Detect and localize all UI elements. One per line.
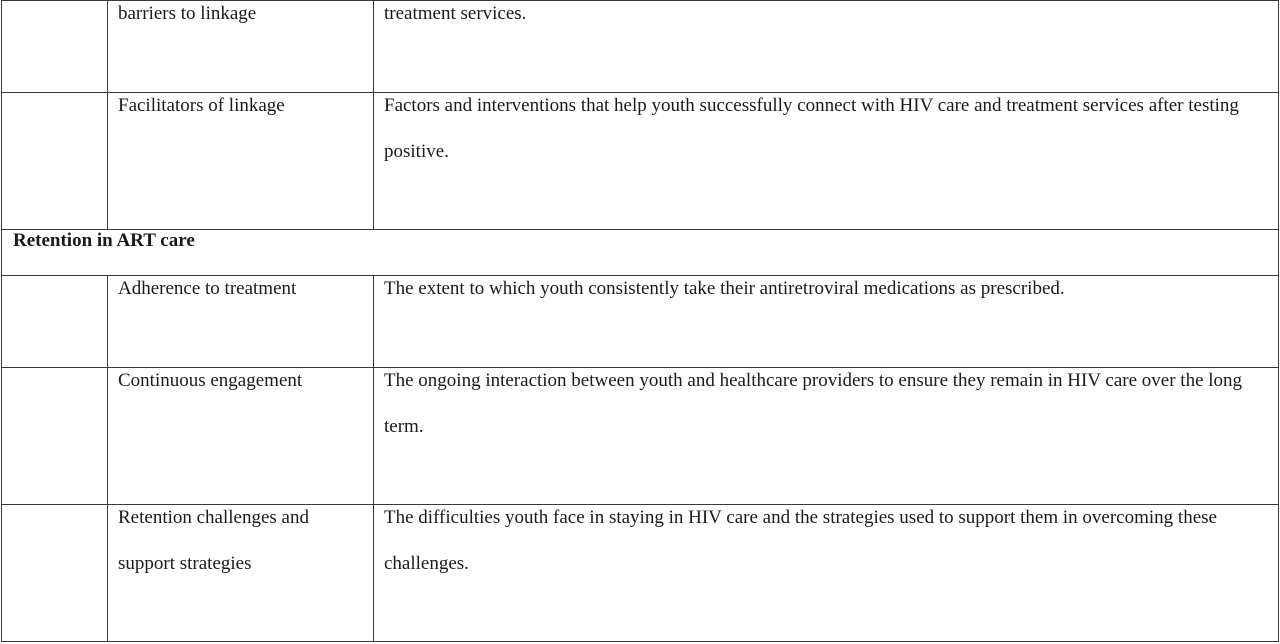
theme-cell <box>2 276 108 368</box>
code-cell <box>108 276 374 368</box>
definition-text: The extent to which youth consistently take their antiretroviral medications as prescribed. <box>384 278 1065 299</box>
code-cell <box>108 1 374 93</box>
definition-cell <box>374 505 1279 642</box>
table-row <box>2 276 1279 368</box>
definition-text: treatment services. <box>384 3 527 24</box>
code-label: Facilitators of linkage <box>118 95 285 116</box>
theme-cell <box>2 505 108 642</box>
code-label: barriers to linkage <box>118 3 257 24</box>
table-row <box>2 368 1279 505</box>
theme-cell <box>2 368 108 505</box>
definition-text: Factors and interventions that help youth successfully connect with HIV care and treatment services after testing positive. <box>384 95 1239 162</box>
definition-text: The difficulties youth face in staying in HIV care and the strategies used to support them in overcoming these challenges. <box>384 507 1217 574</box>
codebook-table <box>1 0 1279 642</box>
theme-cell <box>2 93 108 230</box>
table-row <box>2 505 1279 642</box>
definition-cell <box>374 368 1279 505</box>
code-cell <box>108 93 374 230</box>
definition-cell <box>374 276 1279 368</box>
code-label: Continuous engagement <box>118 370 303 391</box>
table-row <box>2 1 1279 93</box>
definition-cell <box>374 93 1279 230</box>
theme-cell <box>2 1 108 93</box>
code-cell <box>108 368 374 505</box>
table-row <box>2 93 1279 230</box>
definition-cell <box>374 1 1279 93</box>
code-label: Retention challenges and support strategies <box>118 507 309 574</box>
code-label: Adherence to treatment <box>118 278 297 299</box>
definition-text: The ongoing interaction between youth and healthcare providers to ensure they remain in HIV care over the long term. <box>384 370 1243 437</box>
code-cell <box>108 505 374 642</box>
section-title: Retention in ART care <box>13 230 195 251</box>
